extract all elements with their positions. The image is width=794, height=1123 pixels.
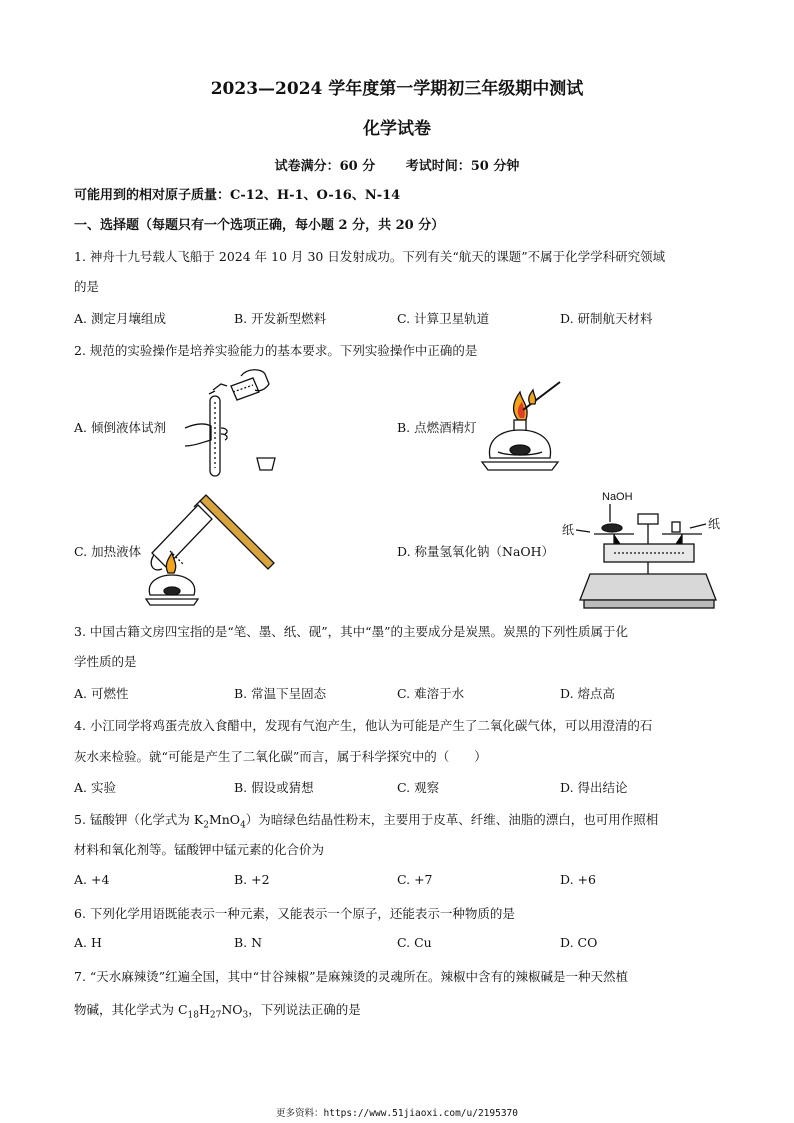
- q6-option-a: A. H: [74, 935, 102, 950]
- q6-option-d: D. CO: [560, 935, 598, 950]
- paper-right-label: 纸: [708, 517, 721, 531]
- exam-meta: [0, 155, 794, 174]
- q2-option-c: C. 加热液体: [74, 544, 142, 559]
- q1-option-a: A. 测定月壤组成: [74, 311, 166, 326]
- q3-option-c: C. 难溶于水: [397, 686, 465, 701]
- time-info: 考试时间：50 分钟: [405, 159, 520, 174]
- footer-link[interactable]: 更多资料：https://www.51jiaoxi.com/u/2195370: [276, 1108, 518, 1119]
- q2-option-b: B. 点燃酒精灯: [397, 420, 477, 435]
- q1-stem-line2: 的是: [74, 279, 100, 294]
- q5-stem-line1: 5. 锰酸钾（化学式为 $K_2MnO_4$）为暗绿色结晶性粉末，主要用于皮革、纤维、油脂的漂白，也可用作照相: [74, 812, 659, 831]
- heating-liquid-illustration: [140, 495, 270, 605]
- q7-stem-line1: 7. “天水麻辣烫”红遍全国，其中“甘谷辣椒”是麻辣烫的灵魂所在。辣椒中含有的辣椒碱是一种天然植: [74, 969, 628, 984]
- section-heading: 一、选择题（每题只有一个选项正确，每小题 2 分，共 20 分）: [74, 218, 445, 233]
- q1-option-c: C. 计算卫星轨道: [397, 311, 490, 326]
- page-title: 2023—2024 学年度第一学期初三年级期中测试: [210, 79, 584, 99]
- q3-stem-line1: 3. 中国古籍文房四宝指的是“笔、墨、纸、砚”，其中“墨”的主要成分是炭黑。炭黑的下列性质属于化: [74, 624, 628, 639]
- q1-stem-line1: 1. 神舟十九号载人飞船于 2024 年 10 月 30 日发射成功。下列有关“航天的课题”不属于化学学科研究领域: [74, 249, 666, 264]
- q5-option-d: D. +6: [560, 872, 596, 887]
- q5-stem-line2: 材料和氧化剂等。锰酸钾中锰元素的化合价为: [74, 842, 325, 857]
- q2-option-d: D. 称量氢氧化钠（NaOH）: [397, 544, 555, 559]
- q4-stem-line1: 4. 小江同学将鸡蛋壳放入食醋中，发现有气泡产生，他认为可能是产生了二氧化碳气体，可以用澄清的石: [74, 718, 653, 733]
- q5-option-c: C. +7: [397, 872, 433, 887]
- q1-option-d: D. 研制航天材料: [560, 311, 653, 326]
- q5-option-a: A. +4: [74, 872, 110, 887]
- q1-option-b: B. 开发新型燃料: [234, 311, 327, 326]
- q2-option-a: A. 倾倒液体试剂: [74, 420, 166, 435]
- q6-option-b: B. N: [234, 935, 263, 950]
- q3-option-d: D. 熔点高: [560, 686, 616, 701]
- pouring-liquid-illustration: [185, 368, 285, 488]
- q5-option-b: B. +2: [234, 872, 270, 887]
- naoh-label: NaOH: [602, 491, 633, 503]
- q7-stem-line2: 物碱，其化学式为 $C_{18}H_{27}NO_3$，下列说法正确的是: [74, 1002, 361, 1021]
- q4-option-a: A. 实验: [74, 780, 116, 795]
- q3-stem-line2: 学性质的是: [74, 654, 137, 669]
- score-info: 试卷满分：60 分: [274, 159, 376, 174]
- page-subtitle: 化学试卷: [363, 119, 431, 139]
- q6-option-c: C. Cu: [397, 935, 432, 950]
- q2-stem: 2. 规范的实验操作是培养实验能力的基本要求。下列实验操作中正确的是: [74, 343, 478, 358]
- q4-option-b: B. 假设或猜想: [234, 780, 314, 795]
- q4-option-d: D. 得出结论: [560, 780, 628, 795]
- q3-option-a: A. 可燃性: [74, 686, 129, 701]
- lighting-alcohol-lamp-illustration: [468, 380, 568, 475]
- q3-option-b: B. 常温下呈固态: [234, 686, 327, 701]
- q4-stem-line2: 灰水来检验。就“可能是产生了二氧化碳”而言，属于科学探究中的（ ）: [74, 749, 487, 764]
- paper-left-label: 纸: [562, 523, 575, 537]
- q6-stem: 6. 下列化学用语既能表示一种元素，又能表示一个原子，还能表示一种物质的是: [74, 906, 515, 921]
- atomic-masses: 可能用到的相对原子质量：C-12、H-1、O-16、N-14: [74, 188, 401, 203]
- q4-option-c: C. 观察: [397, 780, 440, 795]
- balance-weighing-illustration: [560, 488, 730, 613]
